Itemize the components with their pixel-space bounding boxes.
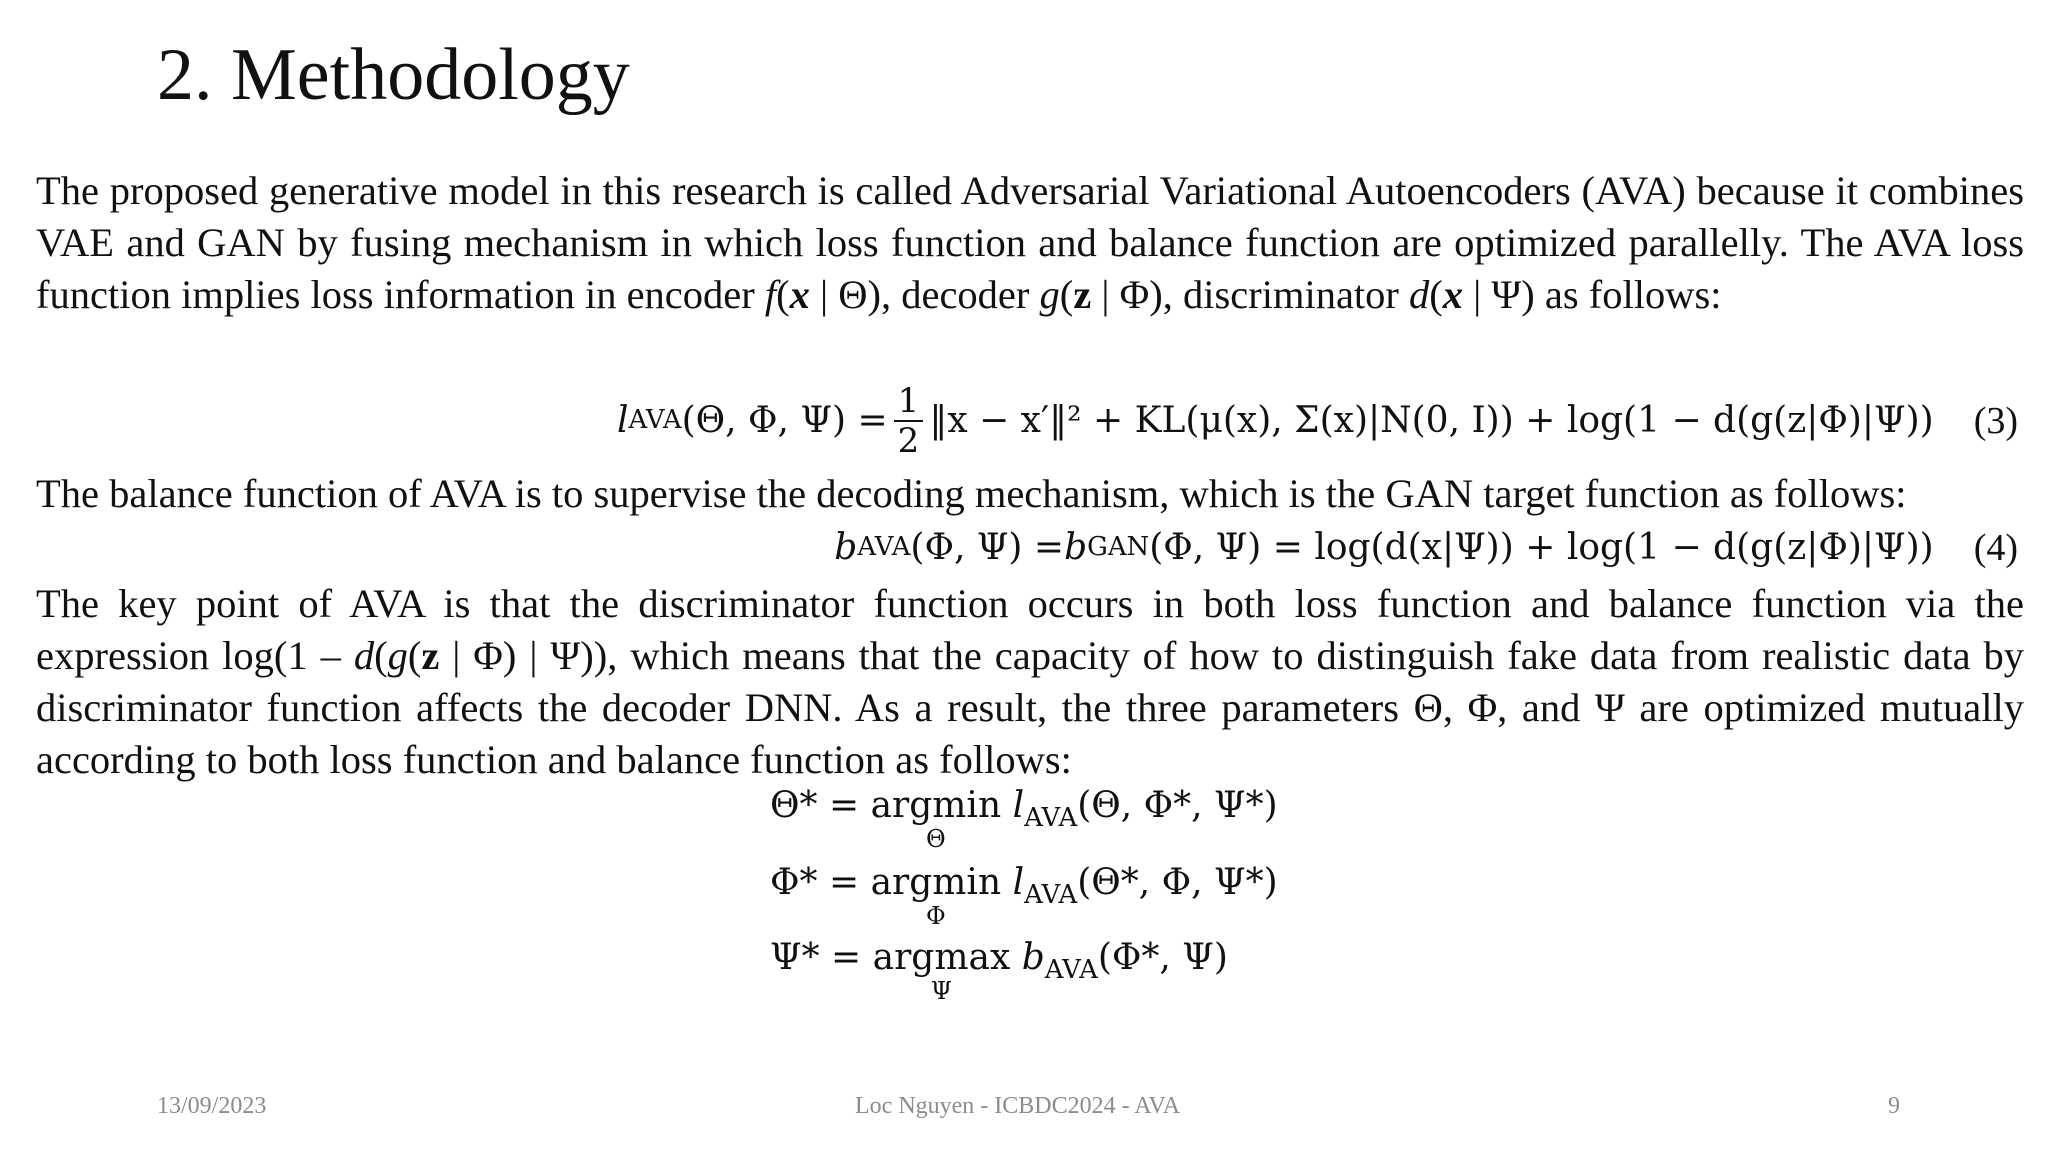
equation-3: l AVA (Θ, Φ, Ψ) = $\frac{1}{2}$ ‖x − x′‖² + KL(μ(x), Σ(x)|N(0, I)) + log(1 − d(g(z|Φ)|Ψ)) (3) — [617, 381, 2018, 461]
paragraph-intro: The proposed generative model in this research is called Adversarial Variational Autoencoders (AVA) because it combines VAE and GAN by fusing mechanism in which loss function and balance function are optimized parallelly. The AVA loss function implies loss information in encoder f(x | Θ), decoder g(z | Φ), discriminator d(x | Ψ) as follows: — [36, 168, 2024, 317]
optimization-phi: Φ* = argmin Φ $l_{AVA}(\Theta*$, Φ, Ψ*) — [770, 862, 1278, 930]
equation-number: (4) — [1973, 527, 2018, 569]
footer-page-number: 9 — [1888, 1093, 1900, 1119]
paragraph-balance: The balance function of AVA is to supervise the decoding mechanism, which is the GAN target function as follows: — [36, 471, 1907, 516]
footer-title: Loc Nguyen - ICBDC2024 - AVA — [855, 1093, 1181, 1119]
footer-date: 13/09/2023 — [157, 1093, 267, 1119]
optimization-theta: Θ* = argmin Θ $l_{AVA}(\Theta$, Φ*, Ψ*) — [770, 785, 1278, 853]
fraction-one-half: $\frac{1}{2}$ — [894, 384, 924, 458]
paragraph-key-point: The key point of AVA is that the discriminator function occurs in both loss function and balance function via the expression log(1 – d(g(z | Φ) | Ψ)), which means that the capacity of how to distinguish fake data from realistic data by discriminator function affects the decoder DNN. As a result, the three parameters Θ, Φ, and Ψ are optimized mutually according to both loss function and balance function as follows: — [36, 581, 2024, 782]
slide-title: 2. Methodology — [157, 34, 630, 116]
optimization-psi: Ψ* = argmax Ψ $b_{AVA}(\Phi*$, Ψ) — [770, 937, 1228, 1005]
equation-4: b AVA (Φ, Ψ) = b GAN (Φ, Ψ) = log(d(x|Ψ)) + log(1 − d(g(z|Φ)|Ψ)) (4) — [834, 527, 2018, 569]
equation-number: (3) — [1973, 400, 2018, 442]
